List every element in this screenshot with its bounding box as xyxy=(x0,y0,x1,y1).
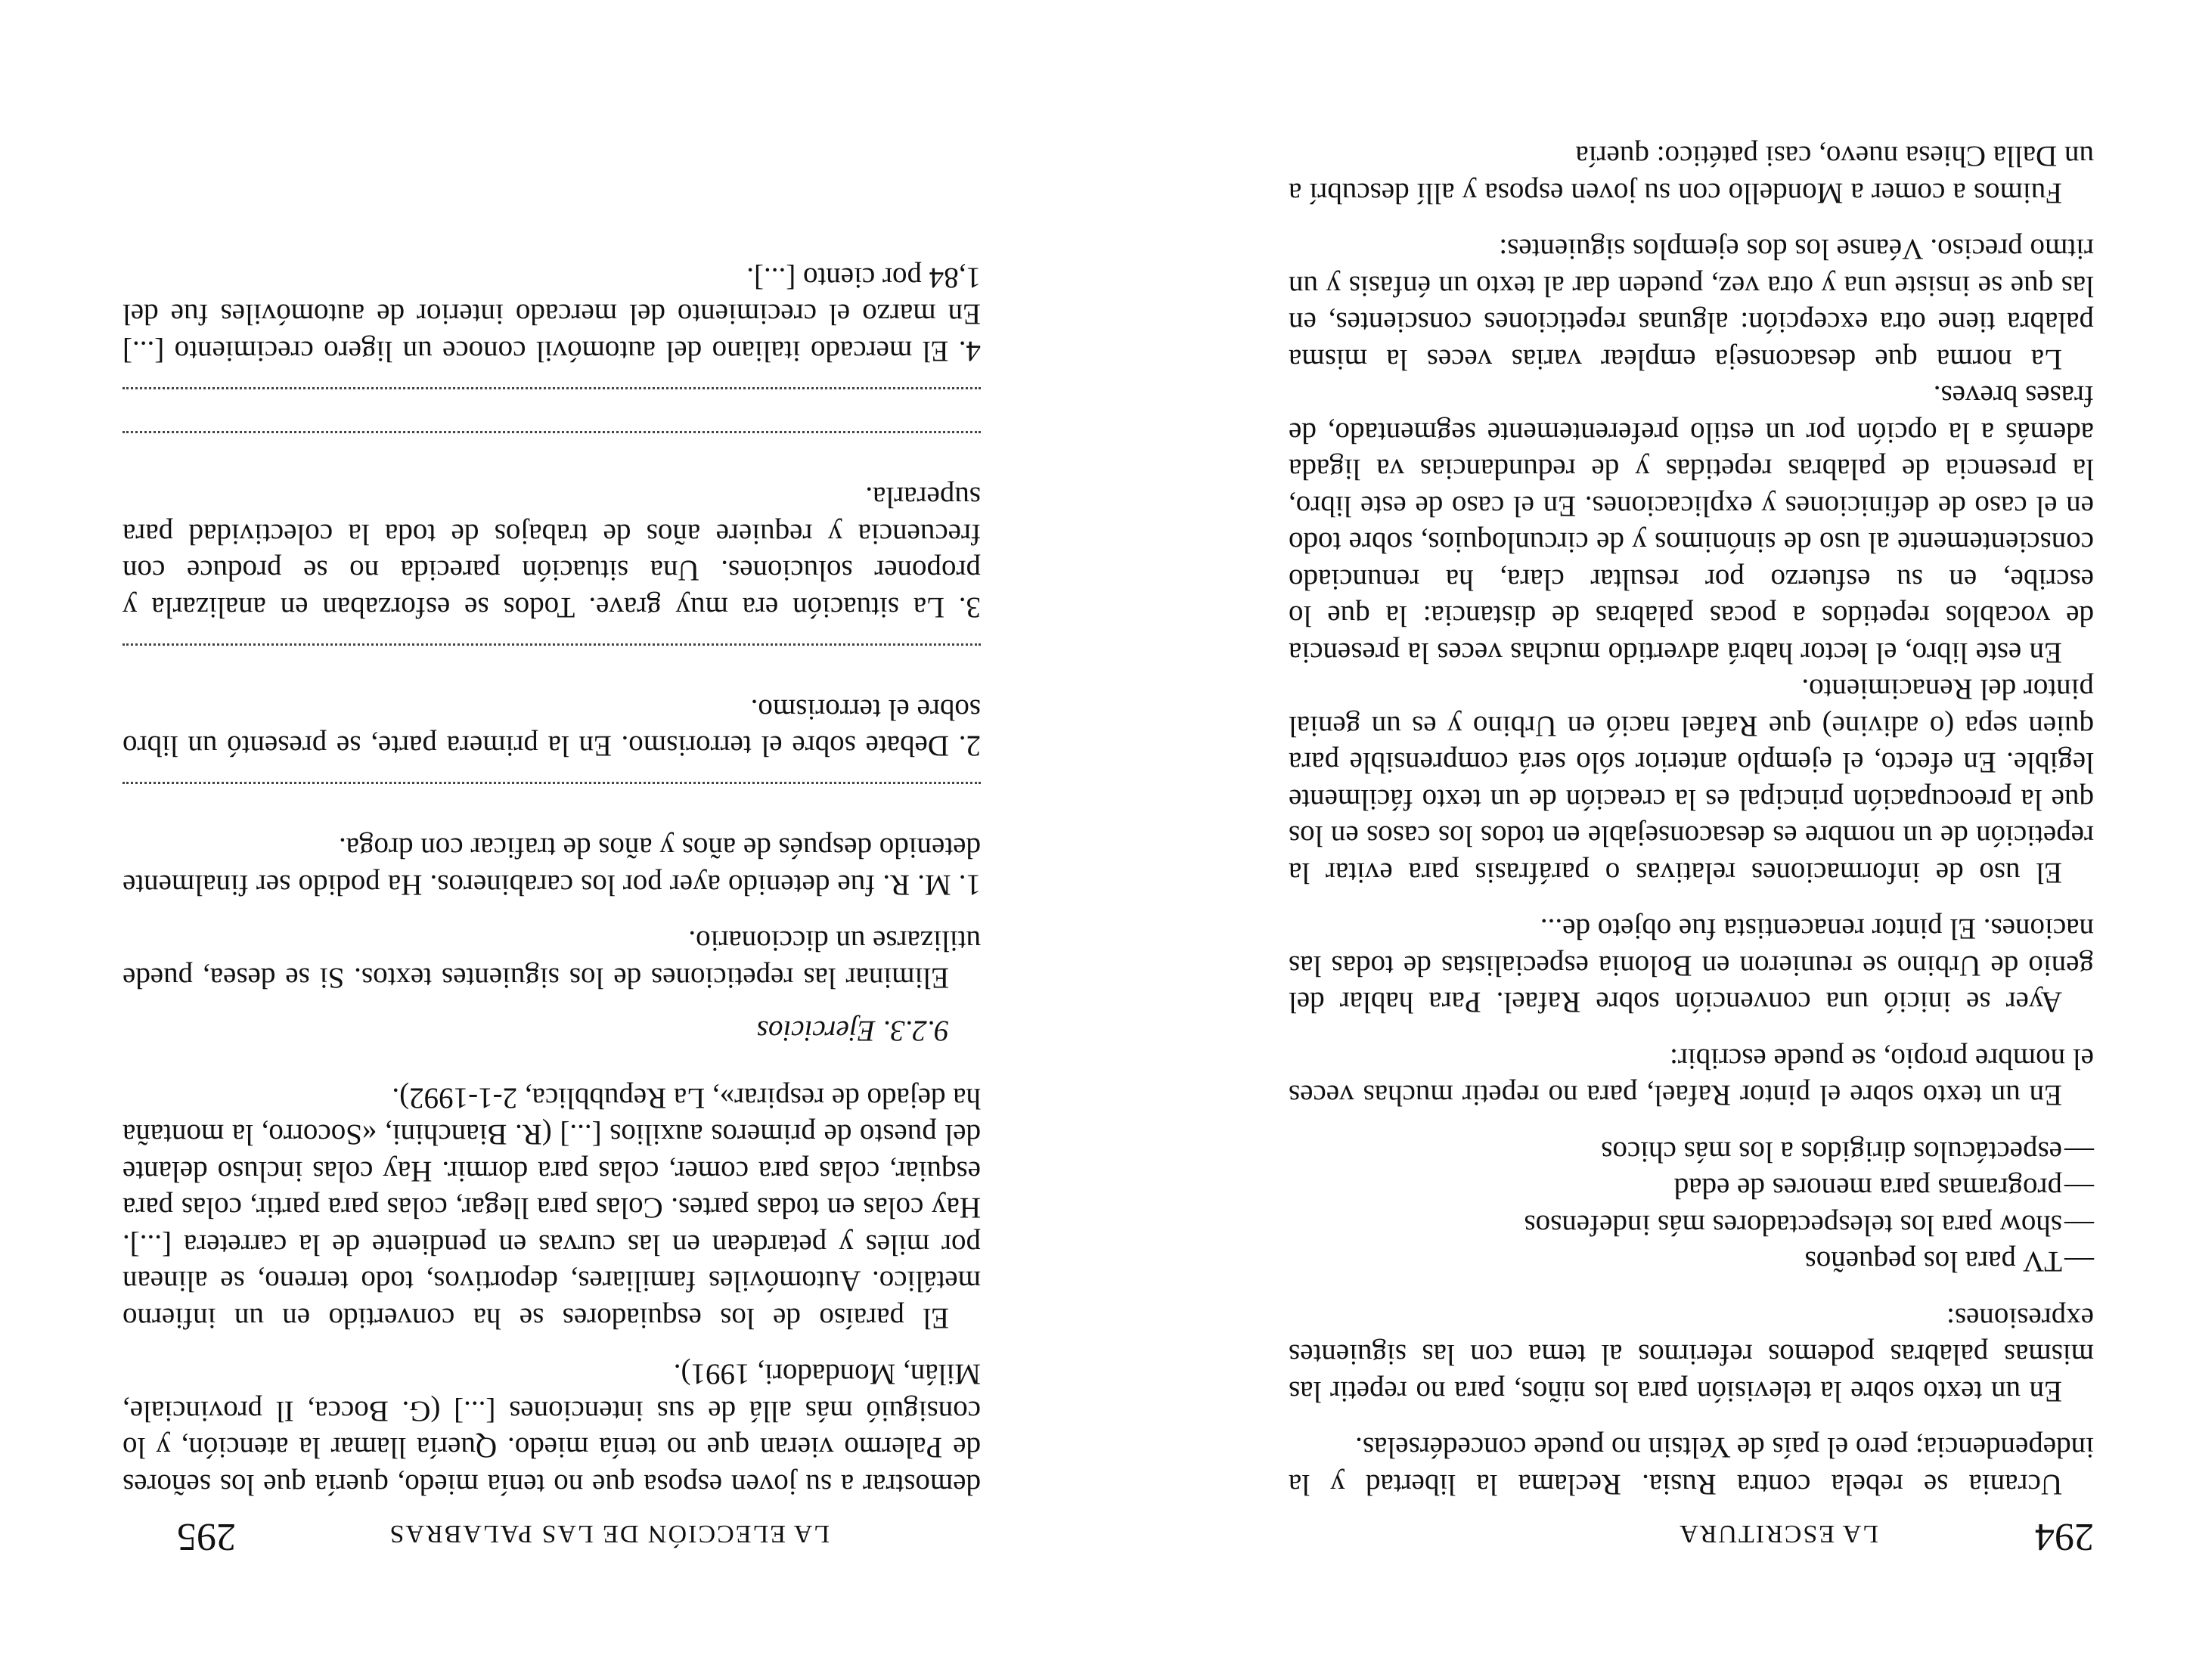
paragraph-norma: La norma que desaconseja emplear varias veces la misma palabra tiene otra excepción: algunas repeticiones conscientes, en las que se insiste una y otra vez, pueden dar al texto un énfasis y un ritmo preciso. Véanse los dos ejemplos siguientes: xyxy=(1289,233,2094,376)
dotted-answer-line xyxy=(123,387,981,424)
page-number: 294 xyxy=(2035,1515,2094,1558)
page-294 xyxy=(1098,0,2196,1680)
answer-lines xyxy=(123,643,981,680)
spacer xyxy=(123,1336,981,1356)
exercise-1 xyxy=(123,783,981,904)
list-item xyxy=(1289,1170,2094,1207)
list-item-text: programas para menores de edad xyxy=(1673,1172,2062,1205)
paragraph-convencion: Ayer se inició una convención sobre Rafael. Para hablar del genio de Urbino se reunieron en Bolonia especialistas de todas las naciones. El pintor renacentista fue objeto de... xyxy=(1289,913,2094,1019)
dotted-answer-line xyxy=(123,432,981,469)
paragraph-paraiso: El paraíso de los esquiadores se ha convertido en un infierno metálico. Automóviles familiares, deportivos, todo terreno, se alinean por miles y petardean en las curvas en pendiente de la carretera [...]. Hay colas en todas partes. Colas para llegar, colas para partir, colas para esquiar, colas para comer, colas para dormir. Hay colas incluso delante del puesto de primeros auxilios [...] (R. Bianchini, «Socorro, la montaña ha dejado de respirar», La Repubblica, 2-1-1992). xyxy=(123,1082,981,1334)
paragraph-parafrasis: El uso de informaciones relativas o paráfrasis para evitar la repetición de un nombre es desaconsejable en todos los casos en los que la preocupación principal es la creación de un texto fácilmente legible. En efecto, el ejemplo anterior sólo será comprensible para quien sepa (o adivine) que Rafael nació en Urbino y es un genial pintor del Renacimiento. xyxy=(1289,673,2094,889)
answer-lines xyxy=(123,783,981,820)
dash-bullet: — xyxy=(2064,1172,2094,1205)
paragraph-tv-ninos: En un texto sobre la televisión para los niños, para no repetir las mismas palabras podemos referirnos al tema con las siguientes expresiones: xyxy=(1289,1302,2094,1408)
expression-list xyxy=(1289,1133,2094,1280)
exercise-text: 1. M. R. fue detenido ayer por los carabineros. Ha podido ser finalmente detenido después de años y años de traficar con droga. xyxy=(123,832,981,901)
dash-bullet: — xyxy=(2064,1136,2094,1168)
paragraph-mondello: Fuimos a comer a Mondello con su joven esposa y allí descubrí a un Dalla Chiesa nuevo, casi patético: quería xyxy=(1289,140,2094,209)
spacer xyxy=(1289,211,2094,231)
paragraph-este-libro: En este libro, el lector habrá advertido muchas veces la presencia de vocablos repetidos a pocas palabras de distancia: la que lo escribe, en su esfuerzo por resultar clara, ha renunciado conscientemente al uso de sinónimos y de circunloquios, sobre todo en el caso de definiciones y explicaciones. En el caso de este libro, la presencia de palabras repetidas y de redundancias va ligada además a la opción por un estilo preferentemente segmentado, de frases breves. xyxy=(1289,380,2094,669)
spacer xyxy=(123,903,981,922)
paragraph-demostrar: demostrar a su joven esposa que no tenía miedo, quería que los señores de Palermo vieran que no tenía miedo. Quería llamar la atención, y lo consiguió más allá de sus intenciones [...] (G. Bocca, Il provinciale, Milán, Mondadori, 1991). xyxy=(123,1358,981,1501)
list-item xyxy=(1289,1133,2094,1170)
dotted-answer-line xyxy=(123,643,981,680)
dash-bullet: — xyxy=(2064,1209,2094,1241)
spacer xyxy=(1289,1280,2094,1300)
answer-lines xyxy=(123,387,981,468)
list-item-text: show para los telespectadores más indefensos xyxy=(1524,1209,2062,1241)
paragraph-rafael: En un texto sobre el pintor Rafael, para no repetir muchas veces el nombre propio, se puede escribir: xyxy=(1289,1043,2094,1112)
page-295-body xyxy=(123,259,981,1503)
spacer xyxy=(1289,891,2094,910)
spacer xyxy=(1289,1021,2094,1040)
dash-bullet: — xyxy=(2064,1245,2094,1279)
spacer xyxy=(1289,1409,2094,1429)
page-294-body xyxy=(1289,138,2094,1502)
exercise-text: 4. El mercado italiano del automóvil conoce un ligero crecimiento [...] En marzo el crecimiento del mercado interior de automóviles fue del 1,84 por ciento [...]. xyxy=(123,262,981,367)
exercise-instructions: Eliminar las repeticiones de los siguientes textos. Si se desea, puede utilizarse un diccionario. xyxy=(123,925,981,994)
paragraph-ucrania: Ucrania se rebela contra Rusia. Reclama la libertad y la independencia; pero el país de Yeltsin no puede concedérselas. xyxy=(1289,1431,2094,1501)
list-item-text: espectáculos dirigidos a los más chicos xyxy=(1601,1136,2062,1168)
running-head: LA ESCRITURA xyxy=(1678,1520,1878,1548)
list-item xyxy=(1289,1207,2094,1244)
exercise-3 xyxy=(123,387,981,625)
exercise-text: 3. La situación era muy grave. Todos se esforzaban en analizarla y proponer soluciones. Una situación parecida no se produce con frecuencia y requiere años de trabajos de toda la colectividad para superarla. xyxy=(123,481,981,624)
exercise-2 xyxy=(123,643,981,764)
section-heading: 9.2.3. Ejercicios xyxy=(756,1015,949,1048)
dotted-answer-line xyxy=(123,783,981,820)
list-item-text: TV para los pequeños xyxy=(1804,1245,2062,1279)
spacer xyxy=(1289,1114,2094,1133)
exercise-text: 2. Debate sobre el terrorismo. En la primera parte, se presentó un libro sobre el terrorismo. xyxy=(123,693,981,763)
list-item xyxy=(1289,1243,2094,1280)
running-head: LA ELECCIÓN DE LAS PALABRAS xyxy=(388,1520,830,1548)
page-number: 295 xyxy=(177,1515,236,1558)
exercise-4 xyxy=(123,259,981,370)
